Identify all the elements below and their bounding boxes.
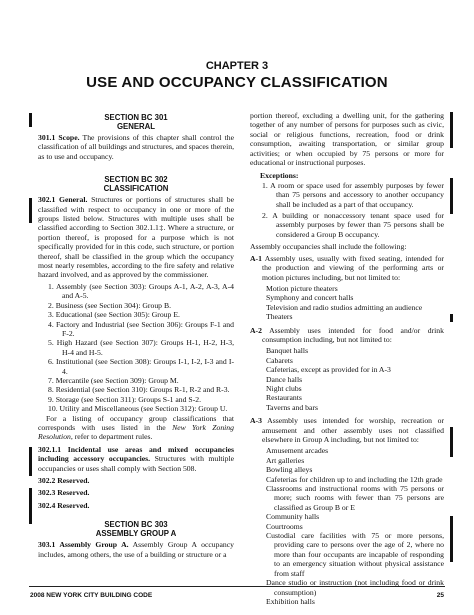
list-item: Symphony and concert halls <box>266 293 354 303</box>
section-302-subheading: CLASSIFICATION <box>103 184 169 194</box>
change-bar <box>29 447 32 476</box>
list-item: 5. High Hazard (see Section 307): Groups H-1, H-2, H-3, H-4 and H-5. <box>48 338 234 357</box>
change-bar <box>29 488 32 524</box>
list-item: Dance halls <box>266 374 303 384</box>
change-bar <box>450 178 453 214</box>
right-column <box>250 111 444 606</box>
scope-number: 301.1 Scope. <box>38 133 80 142</box>
list-item: 10. Utility and Miscellaneous (see Section 312): Group U. <box>48 404 228 414</box>
reserved-302-4: 302.4 Reserved. <box>38 500 90 510</box>
reserved-302-3: 302.3 Reserved. <box>38 488 90 498</box>
a3-text: Assembly uses intended for worship, recreation or amusement and other assembly uses not classified elsewhere in Group A including, but not limited to: <box>262 416 445 444</box>
a1-list <box>250 284 444 322</box>
list-item: Cafeterias, except as provided for in A-3 <box>266 365 391 375</box>
list-item: Art galleries <box>266 455 305 465</box>
group-list <box>38 282 234 414</box>
a2-paragraph <box>250 326 444 345</box>
assembly-group-text: Assembly Group A occupancy includes, among others, the use of a building or structure or a <box>38 540 234 559</box>
assembly-group-paragraph <box>38 540 234 559</box>
a1-label: A-1 <box>250 253 262 263</box>
list-item: Dance studio or instruction (not including food or drink consumption) <box>266 578 444 597</box>
list-item: 9. Storage (see Section 311): Groups S-1 and S-2. <box>48 394 202 404</box>
section-303-heading: SECTION BC 303 <box>104 520 168 530</box>
zoning-text: For a listing of occupancy group classifications that corresponds with uses listed in the <box>38 413 234 432</box>
list-item: 6. Institutional (see Section 308): Groups I-1, I-2, I-3 and I-4. <box>48 357 234 376</box>
incidental-use-paragraph <box>38 445 234 473</box>
list-item: Banquet halls <box>266 346 309 356</box>
list-item: Bowling alleys <box>266 465 313 475</box>
list-item: 2. Business (see Section 304): Group B. <box>48 300 171 310</box>
change-bar <box>29 113 32 127</box>
continued-paragraph: portion thereof, excluding a dwelling unit, for the gathering together of any number of persons for purposes such as civic, social or religious functions, recreation, food or drink consumption, awaiting transportation, or similar group activities; or when occupied by 75 persons or more for educational or instructional purposes. <box>250 111 444 168</box>
scope-paragraph <box>38 133 234 161</box>
incidental-use-heading: 302.1.1 Incidental use areas and mixed occupancies including accessory occupancies. <box>38 444 234 464</box>
list-item: Exhibition halls <box>266 596 315 606</box>
list-item: Motion picture theaters <box>266 283 338 293</box>
assembly-group-number: 303.1 Assembly Group A. <box>38 540 129 550</box>
a2-label: A-2 <box>250 325 262 335</box>
list-item: Amusement arcades <box>266 446 329 456</box>
list-item: Courtrooms <box>266 521 303 531</box>
change-bar <box>450 427 453 457</box>
list-item: Community halls <box>266 512 320 522</box>
list-item: Television and radio studios admitting an audience <box>266 302 423 312</box>
exceptions-list <box>250 181 444 239</box>
change-bar <box>450 516 453 562</box>
section-301-subheading: GENERAL <box>116 122 156 131</box>
zoning-resolution-title: New York Zoning Resolution <box>38 422 234 442</box>
a3-list <box>250 446 444 606</box>
page-number: 25 <box>436 592 444 599</box>
general-text: Structures or portions of structures shall be classified with respect to occupancy in one or more of the groups listed below. Structures with multiple uses shall be classified according to Section 302.1.1‡. Where a structure, or portion thereof, is proposed for a purpose which is not specifically provided for in this code, such structure, or portion thereof, shall be classified in the group which the occupancy most nearly resembles, according to the fire safety and relative hazard involved, and as approved by the commissioner. <box>38 195 234 280</box>
list-item: Classrooms and instructional rooms with 75 persons or more; such rooms with fewer than 75 persons are classified as Group B or E <box>266 484 444 512</box>
footer-title: 2008 NEW YORK CITY BUILDING CODE <box>30 592 153 599</box>
list-item: 8. Residential (see Section 310): Groups R-1, R-2 and R-3. <box>48 385 230 395</box>
section-302-heading: SECTION BC 302 <box>104 175 168 185</box>
exception-item: 1. A room or space used for assembly purposes by fewer than 75 persons and accessory to another occupancy shall be included as a part of that occupancy. <box>262 180 444 209</box>
general-number: 302.1 General. <box>38 195 88 205</box>
list-item: 4. Factory and Industrial (see Section 306): Groups F-1 and F-2. <box>48 319 234 338</box>
zoning-paragraph <box>38 414 234 442</box>
list-item: 3. Educational (see Section 305): Group E. <box>48 310 180 320</box>
list-item: Taverns and bars <box>266 402 318 412</box>
chapter-title: USE AND OCCUPANCY CLASSIFICATION <box>86 74 388 91</box>
exception-item: 2. A building or nonaccessory tenant space used for assembly purposes by fewer than 75 persons shall be considered a Group B occupancy. <box>262 211 444 239</box>
chapter-number: CHAPTER 3 <box>205 60 269 72</box>
general-paragraph <box>38 195 234 280</box>
incidental-use-text: Structures with multiple occupancies or uses shall comply with Section 508. <box>38 454 235 473</box>
scope-text: The provisions of this chapter shall control the classification of all buildings and structures, and spaces therein, as to use and occupancy. <box>38 133 234 161</box>
section-301-heading: SECTION BC 301 <box>104 113 168 122</box>
list-item: Cafeterias for children up to and including the 12th grade <box>266 474 443 484</box>
section-303-subheading: ASSEMBLY GROUP A <box>95 529 177 539</box>
a1-paragraph <box>250 254 444 282</box>
list-item: 7. Mercantile (see Section 309): Group M. <box>48 375 179 385</box>
a1-text: Assembly uses, usually with fixed seating, intended for the production and viewing of the performing arts or motion pictures including, but not limited to: <box>262 253 444 282</box>
change-bar <box>450 112 453 148</box>
list-item: Restaurants <box>266 393 302 403</box>
a3-label: A-3 <box>250 416 262 426</box>
list-item: Night clubs <box>266 383 302 393</box>
a3-paragraph <box>250 416 444 444</box>
list-item: Theaters <box>266 312 293 322</box>
a2-text: Assembly uses intended for food and/or drink consumption including, but not limited to: <box>262 325 444 344</box>
list-item: 1. Assembly (see Section 303): Groups A-1, A-2, A-3, A-4 and A-5. <box>48 281 234 301</box>
reserved-302-2: 302.2 Reserved. <box>38 476 90 485</box>
assembly-intro: Assembly occupancies shall include the following: <box>250 242 407 252</box>
change-bar <box>29 198 32 223</box>
list-item: Cabarets <box>266 355 293 365</box>
exceptions-label: Exceptions: <box>260 171 299 181</box>
change-bar <box>450 314 453 322</box>
left-column <box>38 113 234 559</box>
list-item: Custodial care facilities with 75 or more persons, providing care to persons over the age of 2, where no more than four occupants are incapable of responding to an emergency situation without physical assistance from staff <box>266 531 444 578</box>
zoning-text-end: , refer to department rules. <box>70 432 153 442</box>
footer-rule <box>29 586 445 587</box>
a2-list <box>250 346 444 412</box>
